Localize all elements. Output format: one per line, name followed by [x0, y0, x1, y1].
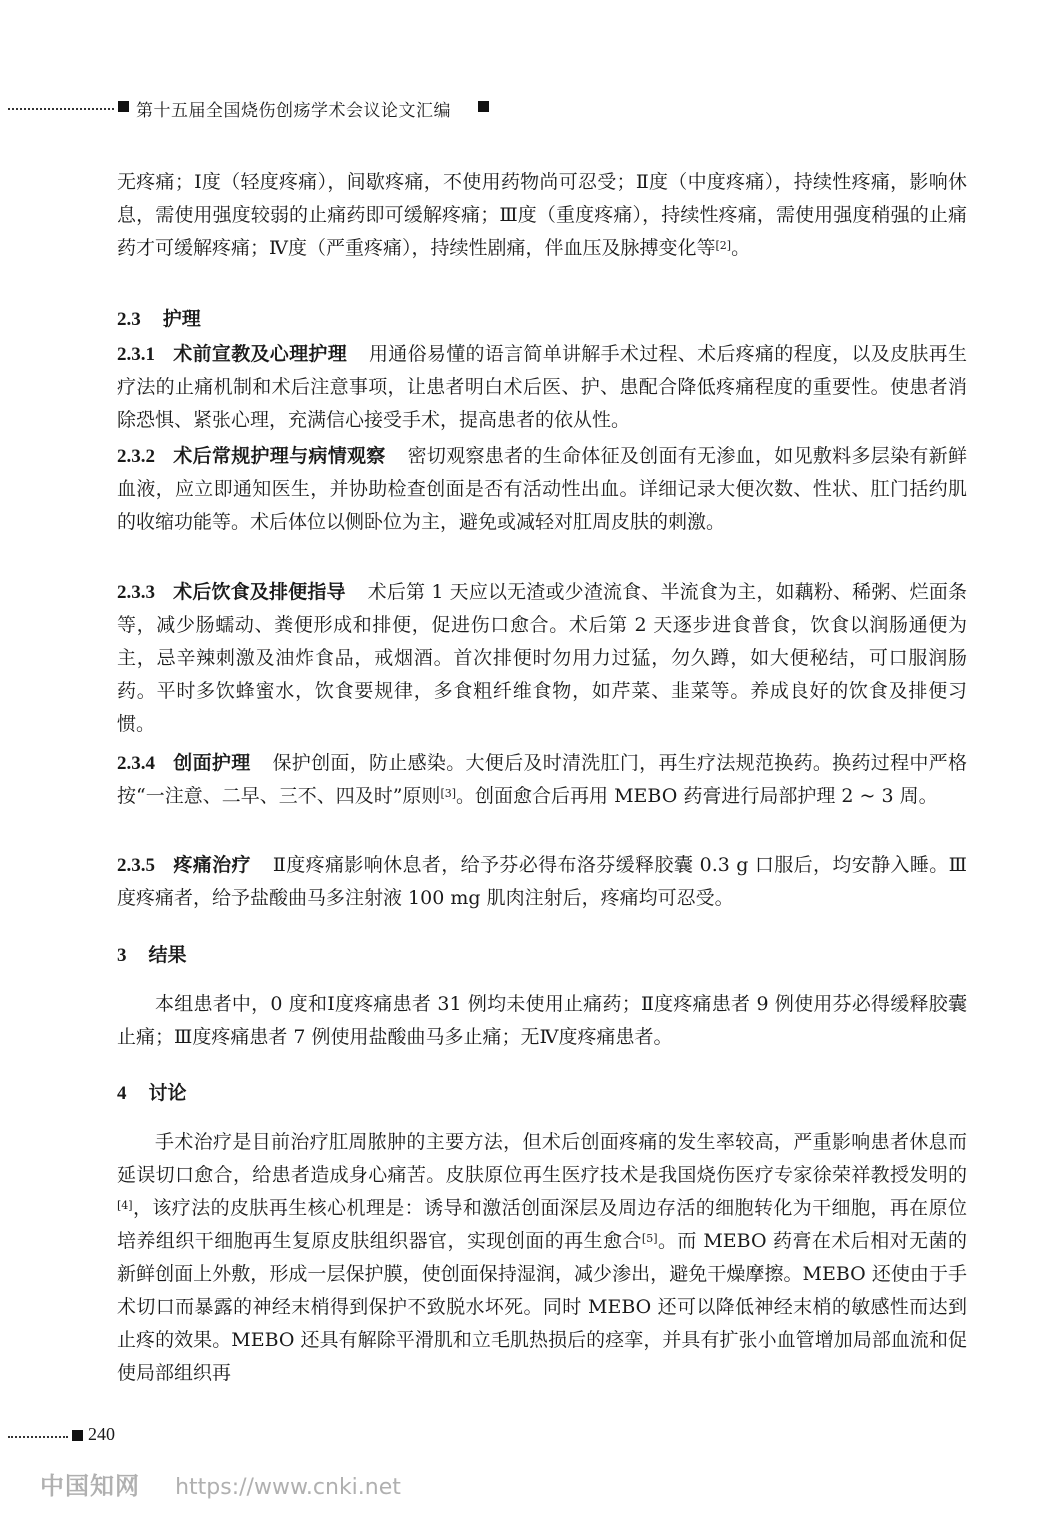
section-3-body: [117, 988, 967, 1054]
subsection-number: 2.3.4: [117, 753, 155, 774]
section-4-heading: [117, 1078, 187, 1105]
header-square-right: [478, 101, 489, 112]
page-footer: [0, 1424, 300, 1448]
subsection-number: 2.3.1: [117, 344, 155, 365]
cnki-watermark: [40, 1466, 401, 1502]
footer-dotted-rule: [8, 1436, 68, 1438]
section-2-3-2: [117, 440, 967, 539]
section-title: 讨论: [148, 1082, 187, 1104]
header-title: 第十五届全国烧伤创疡学术会议论文汇编: [136, 101, 451, 121]
watermark-url: https://www.cnki.net: [175, 1475, 401, 1500]
discussion-text-3: 。而 MEBO 药膏在术后相对无菌的新鲜创面上外敷，形成一层保护膜，使创面保持湿润，减少渗出，避免干燥摩擦。MEBO 还使由于手术切口而暴露的神经末梢得到保护不致脱水坏死。同时 MEBO 还可以降低神经末梢的敏感性而达到止疼的效果。MEBO 还具有解除平滑肌和立毛肌热损后的痉挛，并具有扩张小血管增加局部血流和促使局部组织再: [117, 1230, 967, 1384]
subsection-title: 创面护理: [173, 752, 251, 774]
section-2-3-1: [117, 338, 967, 437]
running-header: [0, 96, 1060, 120]
section-number: 4: [117, 1083, 127, 1104]
subsection-text: Ⅱ度疼痛影响休息者，给予芬必得布洛芬缓释胶囊 0.3 g 口服后，均安静入睡。Ⅲ度疼痛者，给予盐酸曲马多注射液 100 mg 肌肉注射后，疼痛均可忍受。: [117, 854, 967, 909]
section-2-3-3: [117, 576, 967, 741]
section-2-3-4: [117, 747, 967, 813]
results-text: 本组患者中，0 度和Ⅰ度疼痛患者 31 例均未使用止痛药；Ⅱ度疼痛患者 9 例使用芬必得缓释胶囊止痛；Ⅲ度疼痛患者 7 例使用盐酸曲马多止痛；无Ⅳ度疼痛患者。: [117, 993, 967, 1048]
subsection-title: 疼痛治疗: [173, 854, 251, 876]
subsection-text-cont: 。创面愈合后再用 MEBO 药膏进行局部护理 2 ~ 3 周。: [456, 785, 938, 807]
section-3-heading: [117, 940, 187, 967]
subsection-text: 用通俗易懂的语言简单讲解手术过程、术后疼痛的程度，以及皮肤再生疗法的止痛机制和术后注意事项，让患者明白术后医、护、患配合降低疼痛程度的重要性。使患者消除恐惧、紧张心理，充满信心接受手术，提高患者的依从性。: [117, 343, 967, 431]
subsection-text: 密切观察患者的生命体征及创面有无渗血，如见敷料多层染有新鲜血液，应立即通知医生，并协助检查创面是否有活动性出血。详细记录大便次数、性状、肛门括约肌的收缩功能等。术后体位以侧卧位为主，避免或减轻对肛周皮肤的刺激。: [117, 445, 967, 533]
subsection-text: 保护创面，防止感染。大便后及时清洗肛门，再生疗法规范换药。换药过程中严格按“一注意、二早、三不、四及时”原则: [117, 752, 967, 807]
subsection-title: 术前宣教及心理护理: [173, 343, 347, 365]
subsection-title: 术后饮食及排便指导: [173, 581, 346, 603]
header-dotted-rule: [8, 108, 114, 110]
subsection-number: 2.3.3: [117, 582, 155, 603]
citation-3: [3]: [440, 787, 457, 800]
section-2-3-5: [117, 849, 967, 915]
section-title: 护理: [162, 308, 201, 330]
section-number: 3: [117, 945, 127, 966]
subsection-number: 2.3.5: [117, 855, 155, 876]
discussion-text-2: ，该疗法的皮肤再生核心机理是：诱导和激活创面深层及周边存活的细胞转化为干细胞，再在原位培养组织干细胞再生复原皮肤组织器官，实现创面的再生愈合: [117, 1197, 967, 1252]
section-4-body: [117, 1126, 967, 1390]
subsection-number: 2.3.2: [117, 446, 155, 467]
paragraph-intro-text: 无疼痛；Ⅰ度（轻度疼痛），间歇疼痛，不使用药物尚可忍受；Ⅱ度（中度疼痛），持续性疼痛，影响休息，需使用强度较弱的止痛药即可缓解疼痛；Ⅲ度（重度疼痛），持续性疼痛，需使用强度稍强的止痛药才可缓解疼痛；Ⅳ度（严重疼痛），持续性剧痛，伴血压及脉搏变化等: [117, 171, 967, 259]
watermark-logo: 中国知网: [40, 1472, 140, 1500]
citation-5: [5]: [641, 1232, 658, 1245]
section-title: 结果: [148, 944, 187, 966]
discussion-text-1: 手术治疗是目前治疗肛周脓肿的主要方法，但术后创面疼痛的发生率较高，严重影响患者休息而延误切口愈合，给患者造成身心痛苦。皮肤原位再生医疗技术是我国烧伤医疗专家徐荣祥教授发明的: [117, 1131, 967, 1186]
paragraph-intro: [117, 166, 967, 265]
page-number: 240: [88, 1424, 115, 1444]
citation-2: [2]: [715, 239, 732, 252]
header-square-left: [118, 101, 129, 112]
citation-4: [4]: [117, 1199, 133, 1212]
subsection-title: 术后常规护理与病情观察: [173, 445, 386, 467]
section-2-3-heading: [117, 304, 201, 331]
subsection-text: 术后第 1 天应以无渣或少渣流食、半流食为主，如藕粉、稀粥、烂面条等，减少肠蠕动、粪便形成和排便，促进伤口愈合。术后第 2 天逐步进食普食，饮食以润肠通便为主，忌辛辣刺激及油炸食品，戒烟酒。首次排便时勿用力过猛，勿久蹲，如大便秘结，可口服润肠药。平时多饮蜂蜜水，饮食要规律，多食粗纤维食物，如芹菜、韭菜等。养成良好的饮食及排便习惯。: [117, 581, 967, 735]
section-number: 2.3: [117, 309, 141, 330]
paragraph-intro-end: 。: [731, 237, 751, 259]
footer-square: [72, 1430, 83, 1441]
